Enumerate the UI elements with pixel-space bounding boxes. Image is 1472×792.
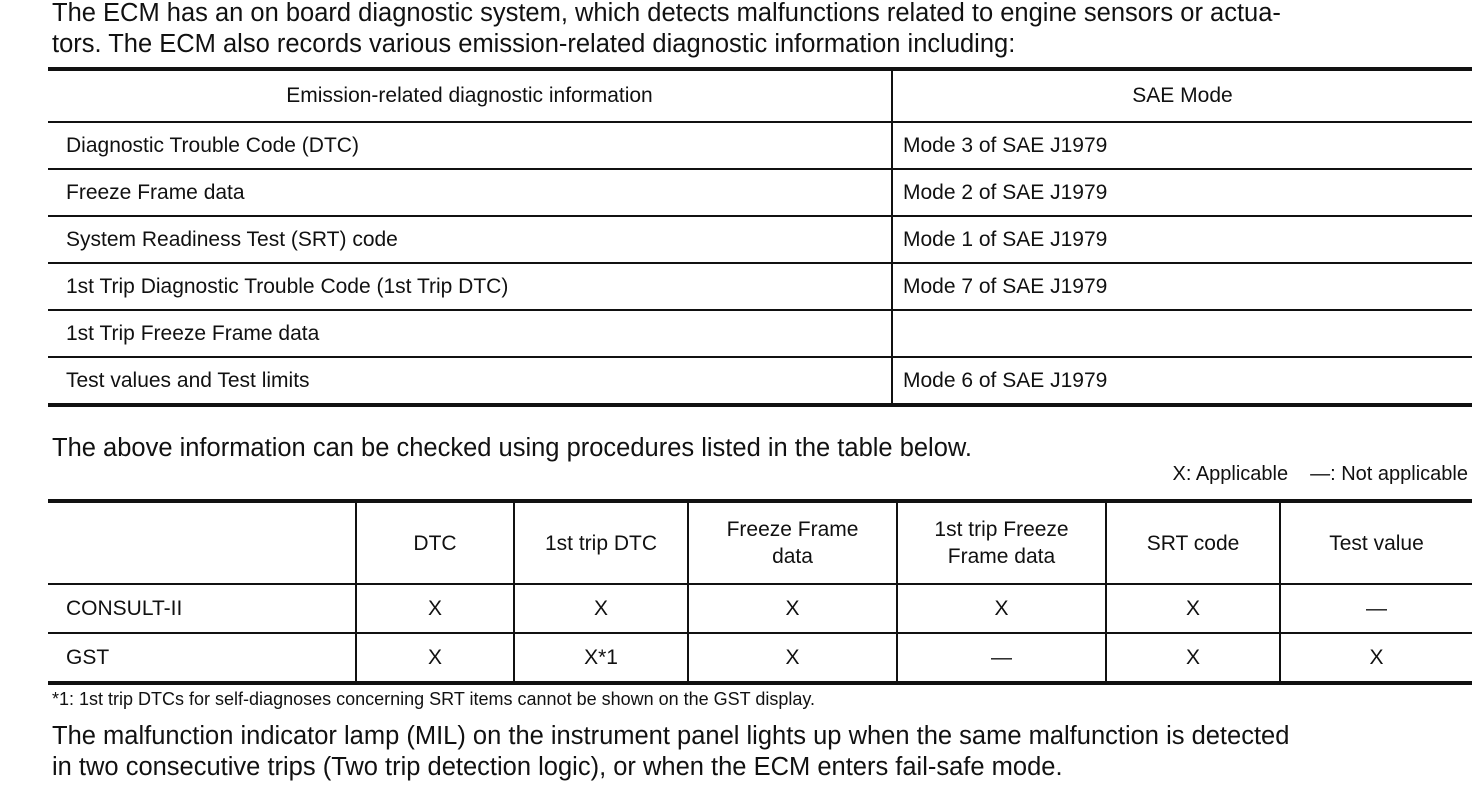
- value-cell: X: [1106, 584, 1280, 633]
- value-cell: X*1: [514, 633, 688, 683]
- info-cell: 1st Trip Diagnostic Trouble Code (1st Trip DTC): [48, 263, 892, 310]
- mil-line-1: The malfunction indicator lamp (MIL) on the instrument panel lights up when the same malfunction is detected: [52, 722, 1290, 750]
- footnote: *1: 1st trip DTCs for self-diagnoses concerning SRT items cannot be shown on the GST display.: [52, 689, 816, 709]
- intro-line-1: The ECM has an on board diagnostic system, which detects malfunctions related to engine sensors or actua-: [52, 0, 1281, 27]
- header-1st-trip-freeze-frame: [897, 501, 1106, 584]
- header-1st-trip-freeze-line2: Frame data: [947, 545, 1056, 568]
- header-1st-trip-freeze-line1: 1st trip Freeze: [934, 518, 1069, 541]
- mil-line-2: in two consecutive trips (Two trip detection logic), or when the ECM enters fail-safe mode.: [52, 753, 1063, 781]
- table-row: [48, 263, 1472, 310]
- mode-cell: Mode 3 of SAE J1979: [892, 122, 1472, 169]
- mil-paragraph: [52, 721, 1472, 783]
- header-sae-mode: SAE Mode: [892, 69, 1472, 122]
- header-freeze-frame-line1: Freeze Frame: [726, 518, 859, 541]
- tool-cell: GST: [66, 646, 110, 669]
- table-row: [48, 633, 1472, 683]
- value-cell: —: [897, 633, 1106, 683]
- value-cell: X: [688, 633, 897, 683]
- header-dtc: DTC: [356, 501, 514, 584]
- table-row: [48, 216, 1472, 263]
- value-cell: X: [1106, 633, 1280, 683]
- mode-cell: Mode 6 of SAE J1979: [892, 357, 1472, 405]
- info-cell: 1st Trip Freeze Frame data: [48, 310, 892, 357]
- table-row: [48, 122, 1472, 169]
- header-empty: [48, 501, 356, 584]
- info-cell: Freeze Frame data: [48, 169, 892, 216]
- header-emission-info: Emission-related diagnostic information: [48, 69, 892, 122]
- procedures-intro: The above information can be checked using procedures listed in the table below.: [52, 434, 972, 462]
- info-cell: Diagnostic Trouble Code (DTC): [48, 122, 892, 169]
- header-freeze-frame-line2: data: [772, 545, 813, 568]
- table-row: [48, 310, 1472, 357]
- tool-cell: CONSULT-II: [48, 584, 356, 633]
- intro-paragraph: [52, 0, 1472, 60]
- mode-cell: Mode 7 of SAE J1979: [892, 263, 1472, 310]
- table-row: [48, 357, 1472, 405]
- value-cell: X: [356, 584, 514, 633]
- legend: [1172, 463, 1468, 486]
- value-cell: X: [1280, 633, 1472, 683]
- mode-cell: Mode 2 of SAE J1979: [892, 169, 1472, 216]
- table-header-row: [48, 69, 1472, 122]
- value-cell: X: [514, 584, 688, 633]
- table-row: [48, 169, 1472, 216]
- value-cell: X: [356, 633, 514, 683]
- header-1st-trip-dtc: 1st trip DTC: [514, 501, 688, 584]
- table-header-row: [48, 501, 1472, 584]
- mode-cell: Mode 1 of SAE J1979: [892, 216, 1472, 263]
- procedures-table: [48, 499, 1472, 685]
- table-row: [48, 584, 1472, 633]
- intro-line-2: tors. The ECM also records various emission-related diagnostic information including:: [52, 30, 1016, 58]
- value-cell: X: [897, 584, 1106, 633]
- info-cell: System Readiness Test (SRT) code: [48, 216, 892, 263]
- mode-cell: [892, 310, 1472, 357]
- header-freeze-frame: [688, 501, 897, 584]
- legend-not-applicable: —: Not applicable: [1310, 463, 1468, 485]
- header-srt-code: SRT code: [1106, 501, 1280, 584]
- header-test-value: Test value: [1280, 501, 1472, 584]
- value-cell: X: [688, 584, 897, 633]
- emission-info-table: [48, 67, 1472, 407]
- value-cell: —: [1280, 584, 1472, 633]
- legend-applicable: X: Applicable: [1172, 463, 1289, 485]
- info-cell: Test values and Test limits: [66, 368, 310, 392]
